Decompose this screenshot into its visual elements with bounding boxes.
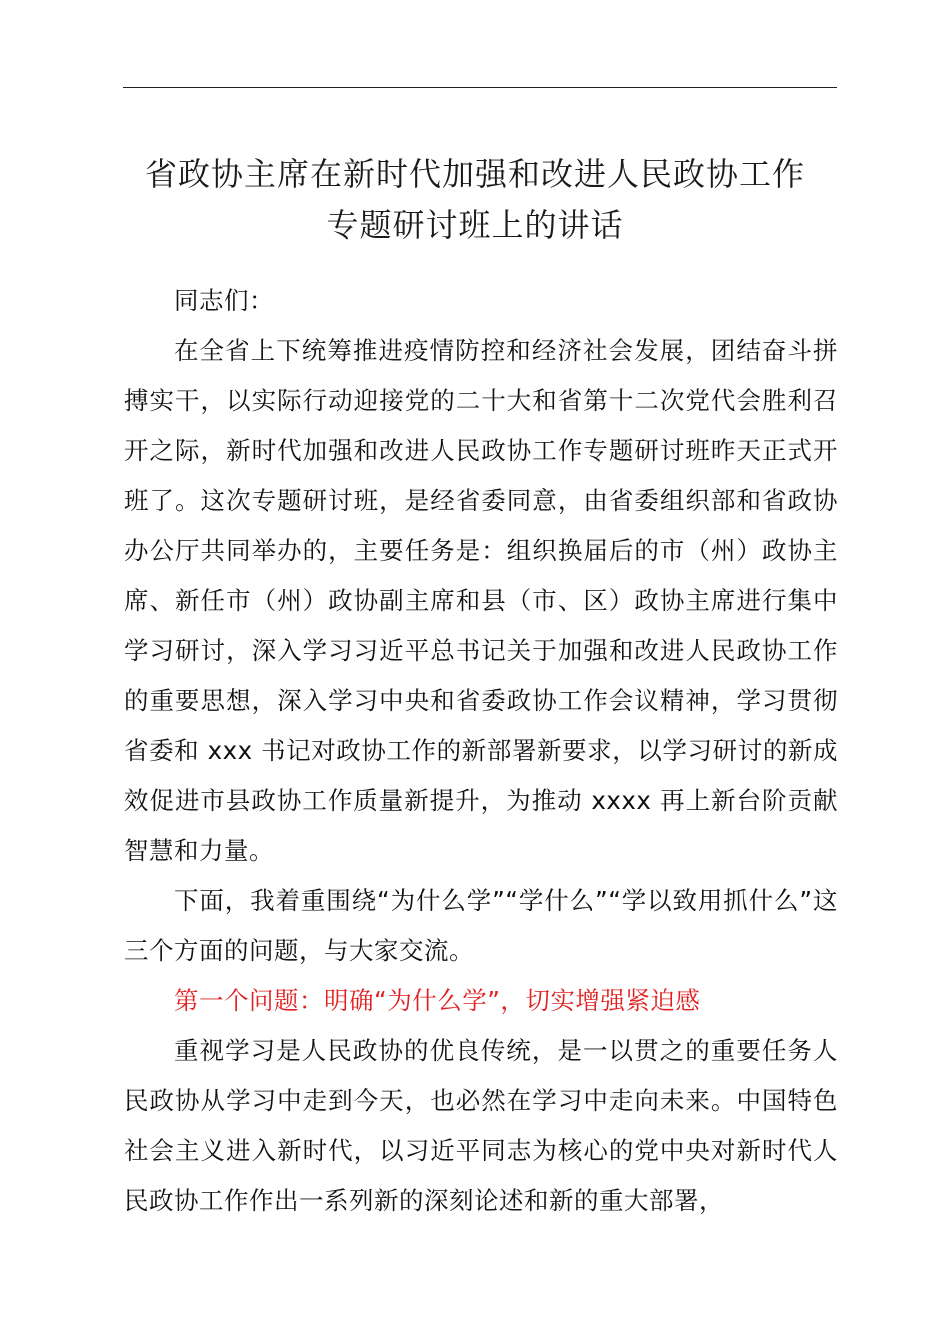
header-rule xyxy=(123,87,837,88)
paragraph-section-1: 重视学习是人民政协的优良传统，是一以贯之的重要任务人民政协从学习中走到今天，也必然在学习中走向未来。中国特色社会主义进入新时代，以习近平同志为核心的党中央对新时代人民政协工作作出一系列新的深刻论述和新的重大部署， xyxy=(124,1036,838,1215)
greeting: 同志们： xyxy=(174,286,274,315)
section-heading-1: 第一个问题：明确“为什么学”，切实增强紧迫感 xyxy=(174,986,701,1015)
title-line-1: 省政协主席在新时代加强和改进人民政协工作 xyxy=(144,155,805,193)
title-line-2: 专题研讨班上的讲话 xyxy=(326,206,624,244)
paragraph-intro: 在全省上下统筹推进疫情防控和经济社会发展，团结奋斗拼搏实干，以实际行动迎接党的二十大和省第十二次党代会胜利召开之际，新时代加强和改进人民政协工作专题研讨班昨天正式开班了。这次专题研讨班，是经省委同意，由省委组织部和省政协办公厅共同举办的，主要任务是：组织换届后的市（州）政协主席、新任市（州）政协副主席和县（市、区）政协主席进行集中学习研讨，深入学习习近平总书记关于加强和改进人民政协工作的重要思想，深入学习中央和省委政协工作会议精神，学习贯彻省委和 xxx 书记对政协工作的新部署新要求，以学习研讨的新成效促进市县政协工作质量新提升，为推动 xxxx 再上新台阶贡献智慧和力量。 xyxy=(124,336,838,865)
paragraph-outline: 下面，我着重围绕“为什么学”“学什么”“学以致用抓什么”这三个方面的问题，与大家交流。 xyxy=(124,886,838,965)
